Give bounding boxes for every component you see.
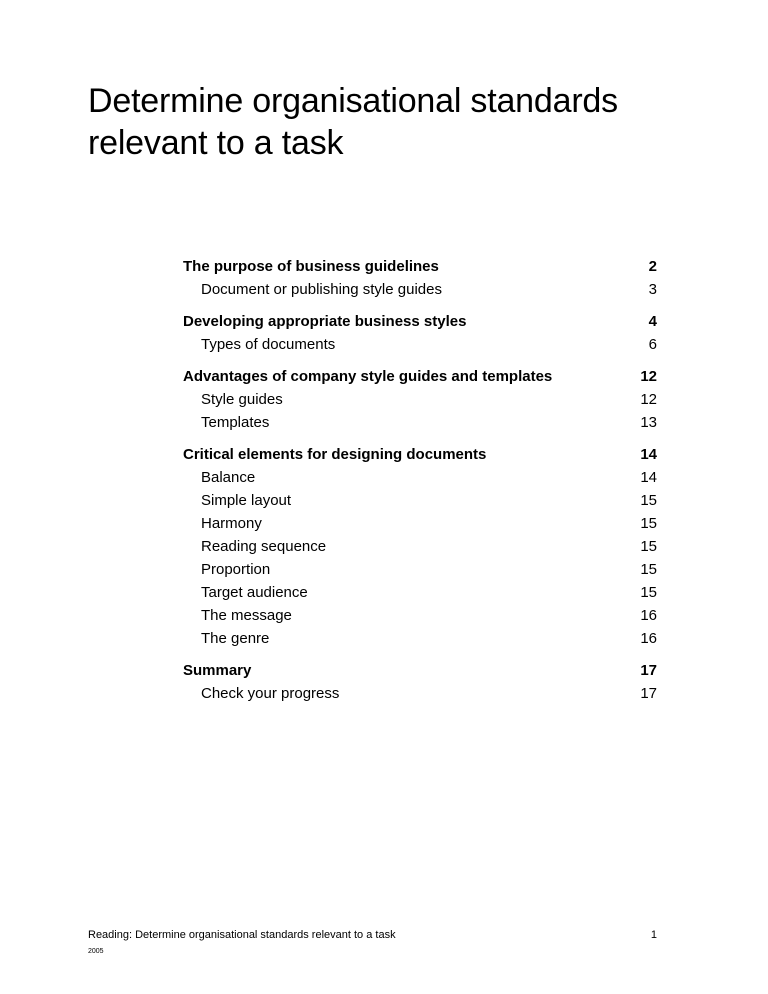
title-line-1: Determine organisational standards [88, 82, 618, 120]
toc-entry-row[interactable] [183, 388, 657, 411]
toc-entry-label: Reading sequence [201, 538, 327, 555]
footer-year: 2005 [88, 948, 104, 955]
page-title [88, 80, 688, 164]
toc-section-critical-elements [183, 443, 657, 650]
toc-heading-label: Developing appropriate business styles [183, 313, 467, 330]
toc-entry-row[interactable] [183, 489, 657, 512]
toc-heading-row[interactable] [183, 255, 657, 278]
toc-page-number: 17 [640, 662, 657, 679]
toc-page-number: 16 [640, 607, 657, 624]
toc-page-number: 15 [640, 538, 657, 555]
toc-entry-label: The genre [201, 630, 270, 647]
toc-entry-row[interactable] [183, 278, 657, 301]
toc-page-number: 14 [640, 446, 657, 463]
toc-page-number: 15 [640, 561, 657, 578]
footer-document-title: Reading: Determine organisational standards relevant to a task [88, 929, 396, 941]
toc-entry-row[interactable] [183, 627, 657, 650]
toc-page-number: 16 [640, 630, 657, 647]
toc-page-number: 4 [648, 313, 657, 330]
toc-entry-label: Proportion [201, 561, 271, 578]
toc-entry-row[interactable] [183, 604, 657, 627]
toc-entry-row[interactable] [183, 512, 657, 535]
toc-entry-label: Harmony [201, 515, 262, 532]
toc-entry-row[interactable] [183, 466, 657, 489]
toc-section-summary [183, 659, 657, 705]
toc-heading-label: Critical elements for designing documents [183, 446, 487, 463]
toc-page-number: 12 [640, 368, 657, 385]
toc-entry-label: Check your progress [201, 685, 340, 702]
toc-page-number: 15 [640, 492, 657, 509]
toc-entry-row[interactable] [183, 581, 657, 604]
toc-section-developing [183, 310, 657, 356]
toc-heading-label: Summary [183, 662, 252, 679]
toc-heading-row[interactable] [183, 443, 657, 466]
toc-page-number: 17 [640, 685, 657, 702]
toc-page-number: 15 [640, 515, 657, 532]
toc-section-advantages [183, 365, 657, 434]
toc-entry-label: Target audience [201, 584, 308, 601]
title-line-2: relevant to a task [88, 124, 344, 162]
toc-entry-label: Document or publishing style guides [201, 281, 442, 298]
footer-page-number: 1 [650, 929, 657, 941]
toc-entry-row[interactable] [183, 558, 657, 581]
toc-page-number: 2 [648, 258, 657, 275]
toc-entry-label: Balance [201, 469, 256, 486]
toc-page-number: 14 [640, 469, 657, 486]
toc-heading-row[interactable] [183, 310, 657, 333]
toc-heading-label: The purpose of business guidelines [183, 258, 439, 275]
toc-page-number: 12 [640, 391, 657, 408]
toc-entry-label: Simple layout [201, 492, 292, 509]
toc-entry-label: Style guides [201, 391, 283, 408]
toc-page-number: 6 [648, 336, 657, 353]
toc-page-number: 13 [640, 414, 657, 431]
toc-heading-row[interactable] [183, 659, 657, 682]
toc-entry-label: Templates [201, 414, 270, 431]
toc-section-purpose [183, 255, 657, 301]
toc-page-number: 3 [648, 281, 657, 298]
toc-entry-row[interactable] [183, 682, 657, 705]
toc-entry-label: The message [201, 607, 292, 624]
table-of-contents [183, 255, 657, 714]
toc-entry-row[interactable] [183, 411, 657, 434]
toc-entry-row[interactable] [183, 333, 657, 356]
toc-entry-label: Types of documents [201, 336, 336, 353]
toc-heading-row[interactable] [183, 365, 657, 388]
toc-entry-row[interactable] [183, 535, 657, 558]
toc-page-number: 15 [640, 584, 657, 601]
toc-heading-label: Advantages of company style guides and templates [183, 368, 553, 385]
